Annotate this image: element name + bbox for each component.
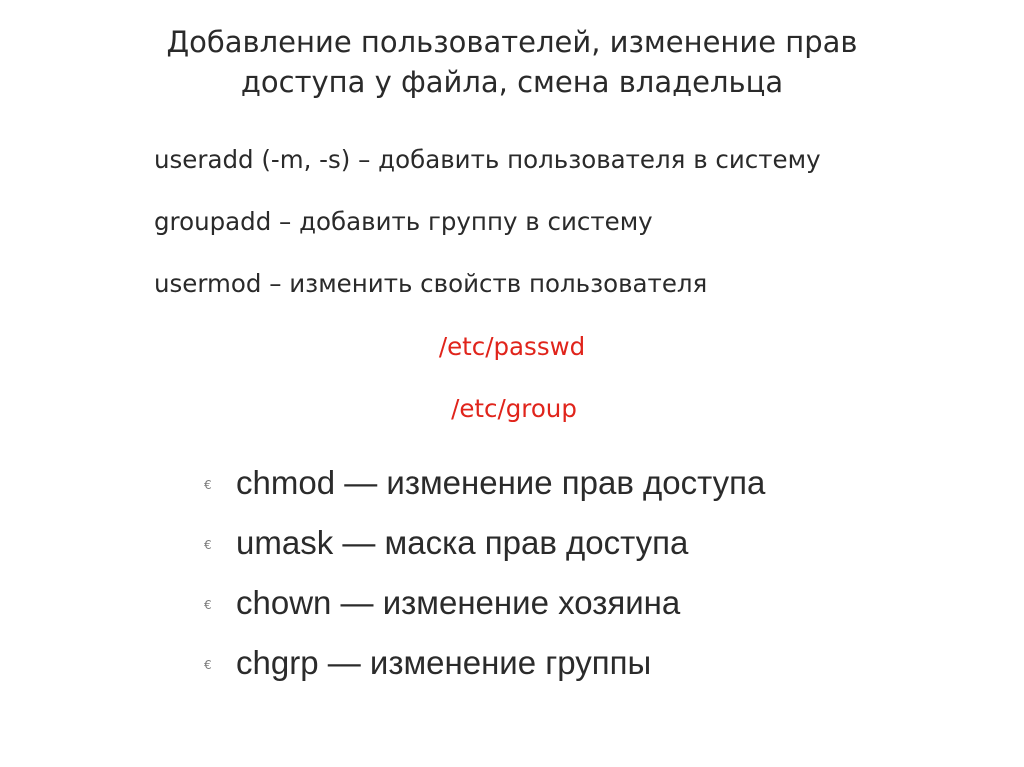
list-item-chgrp — [200, 638, 765, 698]
list-item-chown — [200, 578, 765, 638]
command-useradd: useradd (-m, -s) – добавить пользователя в систему — [154, 145, 821, 174]
list-item-umask — [200, 518, 765, 578]
list-item-text: umask — маска прав доступа — [236, 524, 689, 561]
list-item-chmod — [200, 458, 765, 518]
command-usermod: usermod – изменить свойств пользователя — [154, 269, 708, 298]
user-commands-list — [154, 140, 954, 326]
slide-title-line-1: Добавление пользователей, изменение прав — [166, 25, 858, 59]
path-etc-passwd: /etc/passwd — [438, 332, 586, 361]
slide-title-line-2: доступа у файла, смена владельца — [240, 65, 784, 99]
permission-commands-list — [200, 458, 765, 698]
list-item-text: chown — изменение хозяина — [236, 584, 681, 621]
euro-sign-bullet-icon: € — [204, 658, 212, 672]
euro-sign-bullet-icon: € — [204, 598, 212, 612]
euro-sign-bullet-icon: € — [204, 538, 212, 552]
command-groupadd: groupadd – добавить группу в систему — [154, 207, 653, 236]
euro-sign-bullet-icon: € — [204, 478, 212, 492]
slide-title — [0, 22, 1024, 102]
path-etc-group: /etc/group — [451, 394, 577, 423]
list-item-text: chmod — изменение прав доступа — [236, 464, 766, 501]
list-item-text: chgrp — изменение группы — [236, 644, 652, 681]
